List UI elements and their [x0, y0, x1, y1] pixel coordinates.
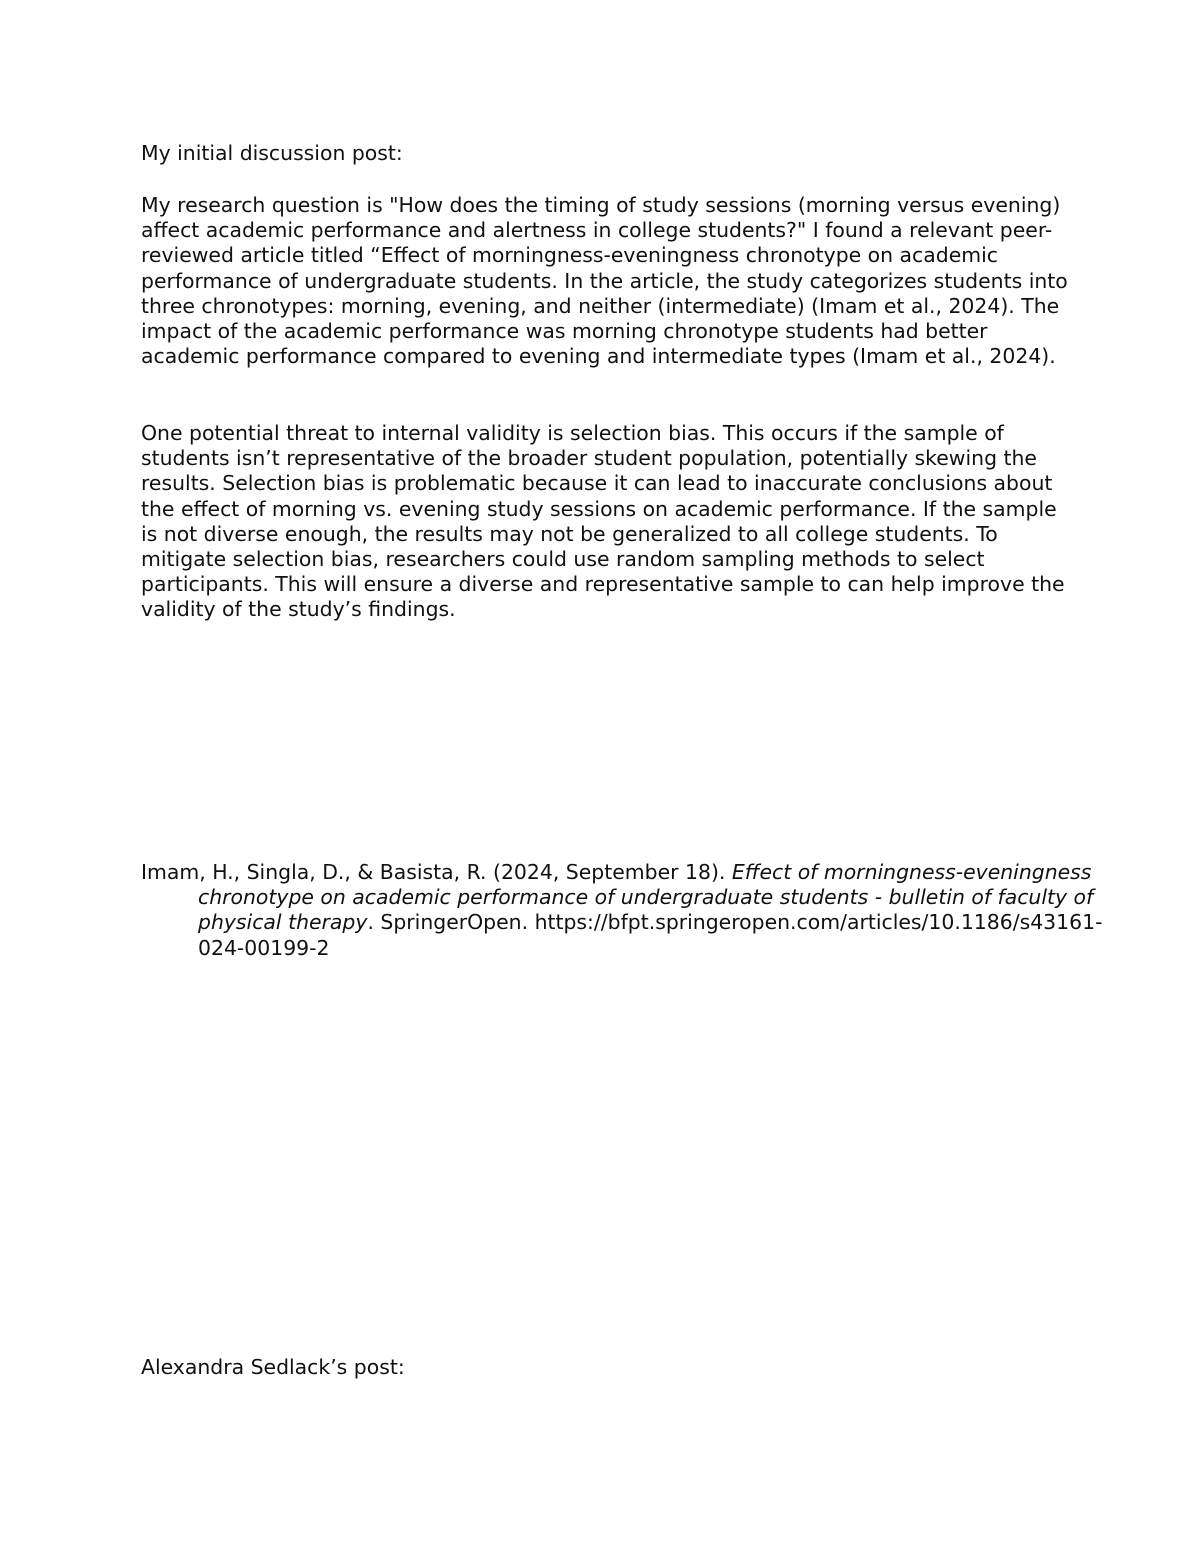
selection-bias-paragraph: One potential threat to internal validity is selection bias. This occurs if the sample of students isn’t representative of the broader student population, potentially skewing the results. Selection bias is problematic because it can lead to inaccurate conclusions about the effect of morning vs. evening study sessions on academic performance. If the sample is not diverse enough, the results may not be generalized to all college students. To mitigate selection bias, researchers could use random sampling methods to select participants. This will ensure a diverse and representative sample to can help improve the validity of the study’s findings. [141, 421, 1065, 622]
reference-publisher: . SpringerOpen. [367, 910, 535, 935]
reference-entry [141, 860, 1118, 961]
reference-title: Effect of morningness-eveningness chronotype on academic performance of undergraduate students - bulletin of faculty of physical therapy [198, 860, 1094, 935]
research-question-paragraph: My research question is "How does the timing of study sessions (morning versus evening) affect academic performance and alertness in college students?" I found a relevant peer-reviewed article titled “Effect of morningness-eveningness chronotype on academic performance of undergraduate students. In the article, the study categorizes students into three chronotypes: morning, evening, and neither (intermediate) (Imam et al., 2024). The impact of the academic performance was morning chronotype students had better academic performance compared to evening and intermediate types (Imam et al., 2024). [141, 193, 1068, 369]
initial-post-heading: My initial discussion post: [141, 141, 403, 165]
reference-url: https://bfpt.springeropen.com/articles/10.1186/s43161-024-00199-2 [198, 910, 1103, 960]
reference-authors-date: Imam, H., Singla, D., & Basista, R. (2024, September 18). [141, 860, 732, 884]
alexandra-post-heading: Alexandra Sedlack’s post: [141, 1355, 405, 1379]
